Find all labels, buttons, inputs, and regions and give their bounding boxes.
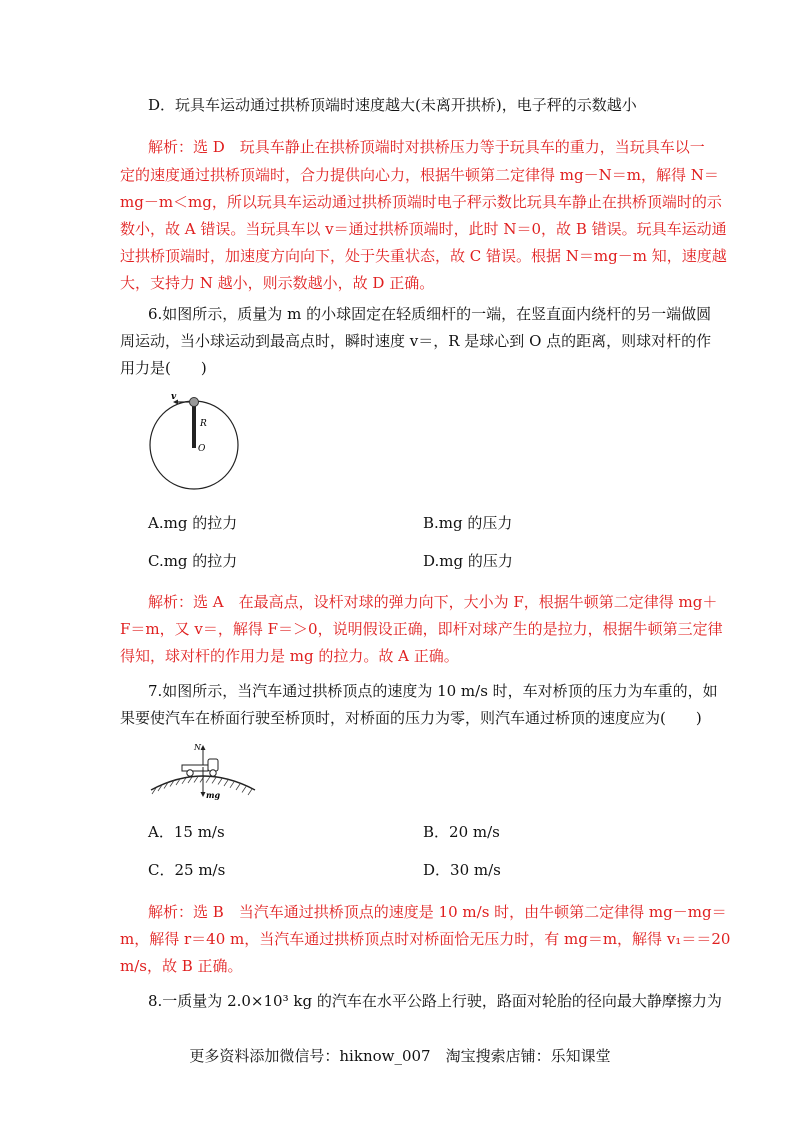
q7-option-d: D．30 m/s (423, 861, 501, 879)
q6-circle-figure (140, 388, 250, 498)
q7-analysis-line: m，解得 r＝40 m，当汽车通过拱桥顶点时对桥面恰无压力时，有 mg＝m，解得 v₁＝＝20 (120, 930, 731, 948)
q5-analysis-line: mg－m＜mg，所以玩具车运动通过拱桥顶端时电子秤示数比玩具车静止在拱桥顶端时的示 (120, 193, 722, 211)
mg-label: mg (206, 790, 221, 800)
n-label: N (194, 743, 201, 752)
q7-option-b: B．20 m/s (423, 823, 500, 841)
o-label: O (198, 444, 206, 454)
r-label: R (200, 419, 207, 429)
q7-stem-line: 果要使汽车在桥面行驶至桥顶时，对桥面的压力为零，则汽车通过桥顶的速度应为( ) (120, 709, 702, 727)
q6-option-b: B.mg 的压力 (423, 514, 513, 532)
page-footer: 更多资料添加微信号：hiknow_007 淘宝搜索店铺：乐知课堂 (189, 1047, 611, 1065)
q6-analysis-line: F＝m，又 v＝，解得 F＝＞0，说明假设正确，即杆对球产生的是拉力，根据牛顿第三定律 (120, 620, 723, 638)
q7-analysis-line: m/s，故 B 正确。 (120, 957, 243, 975)
v-label: v (171, 392, 177, 402)
q6-analysis-line: 得知，球对杆的作用力是 mg 的拉力。故 A 正确。 (120, 647, 459, 665)
q6-stem-line: 周运动，当小球运动到最高点时，瞬时速度 v＝，R 是球心到 O 点的距离，则球对杆的作 (120, 332, 712, 350)
q6-option-d: D.mg 的压力 (423, 552, 513, 570)
ball (190, 398, 199, 407)
q7-stem-line: 7.如图所示，当汽车通过拱桥顶点的速度为 10 m/s 时，车对桥顶的压力为车重的，如 (148, 682, 718, 700)
q6-analysis-line: 解析：选 A 在最高点，设杆对球的弹力向下，大小为 F，根据牛顿第二定律得 mg＋ (148, 593, 718, 611)
q5-analysis-line: 定的速度通过拱桥顶端时，合力提供向心力，根据牛顿第二定律得 mg－N＝m，解得 N＝ (120, 166, 719, 184)
q6-stem-line: 用力是( ) (120, 359, 207, 377)
q5-analysis-line: 过拱桥顶端时，加速度方向向下，处于失重状态，故 C 错误。根据 N＝mg－m 知，速度越 (120, 247, 727, 265)
q5-analysis-line: 数小，故 A 错误。当玩具车以 v＝通过拱桥顶端时，此时 N＝0，故 B 错误。玩具车运动通 (120, 220, 727, 238)
q8-stem-line: 8.一质量为 2.0×10³ kg 的汽车在水平公路上行驶，路面对轮胎的径向最大静摩擦力为 (148, 992, 722, 1010)
rod (192, 403, 196, 448)
q5-analysis-line: 解析：选 D 玩具车静止在拱桥顶端时对拱桥压力等于玩具车的重力，当玩具车以一 (148, 138, 705, 156)
q6-stem-line: 6.如图所示，质量为 m 的小球固定在轻质细杆的一端，在竖直面内绕杆的另一端做圆 (148, 305, 712, 323)
q6-option-a: A.mg 的拉力 (148, 514, 238, 532)
q5-option-d: D．玩具车运动通过拱桥顶端时速度越大(未离开拱桥)，电子秤的示数越小 (148, 96, 637, 114)
q7-option-c: C．25 m/s (148, 861, 226, 879)
q5-analysis-line: 大，支持力 N 越小，则示数越小，故 D 正确。 (120, 274, 435, 292)
car-icon (182, 759, 218, 776)
q6-option-c: C.mg 的拉力 (148, 552, 238, 570)
q7-bridge-figure (148, 738, 258, 804)
q7-analysis-line: 解析：选 B 当汽车通过拱桥顶点的速度是 10 m/s 时，由牛顿第二定律得 mg－mg＝ (148, 903, 727, 921)
q7-option-a: A．15 m/s (148, 823, 225, 841)
